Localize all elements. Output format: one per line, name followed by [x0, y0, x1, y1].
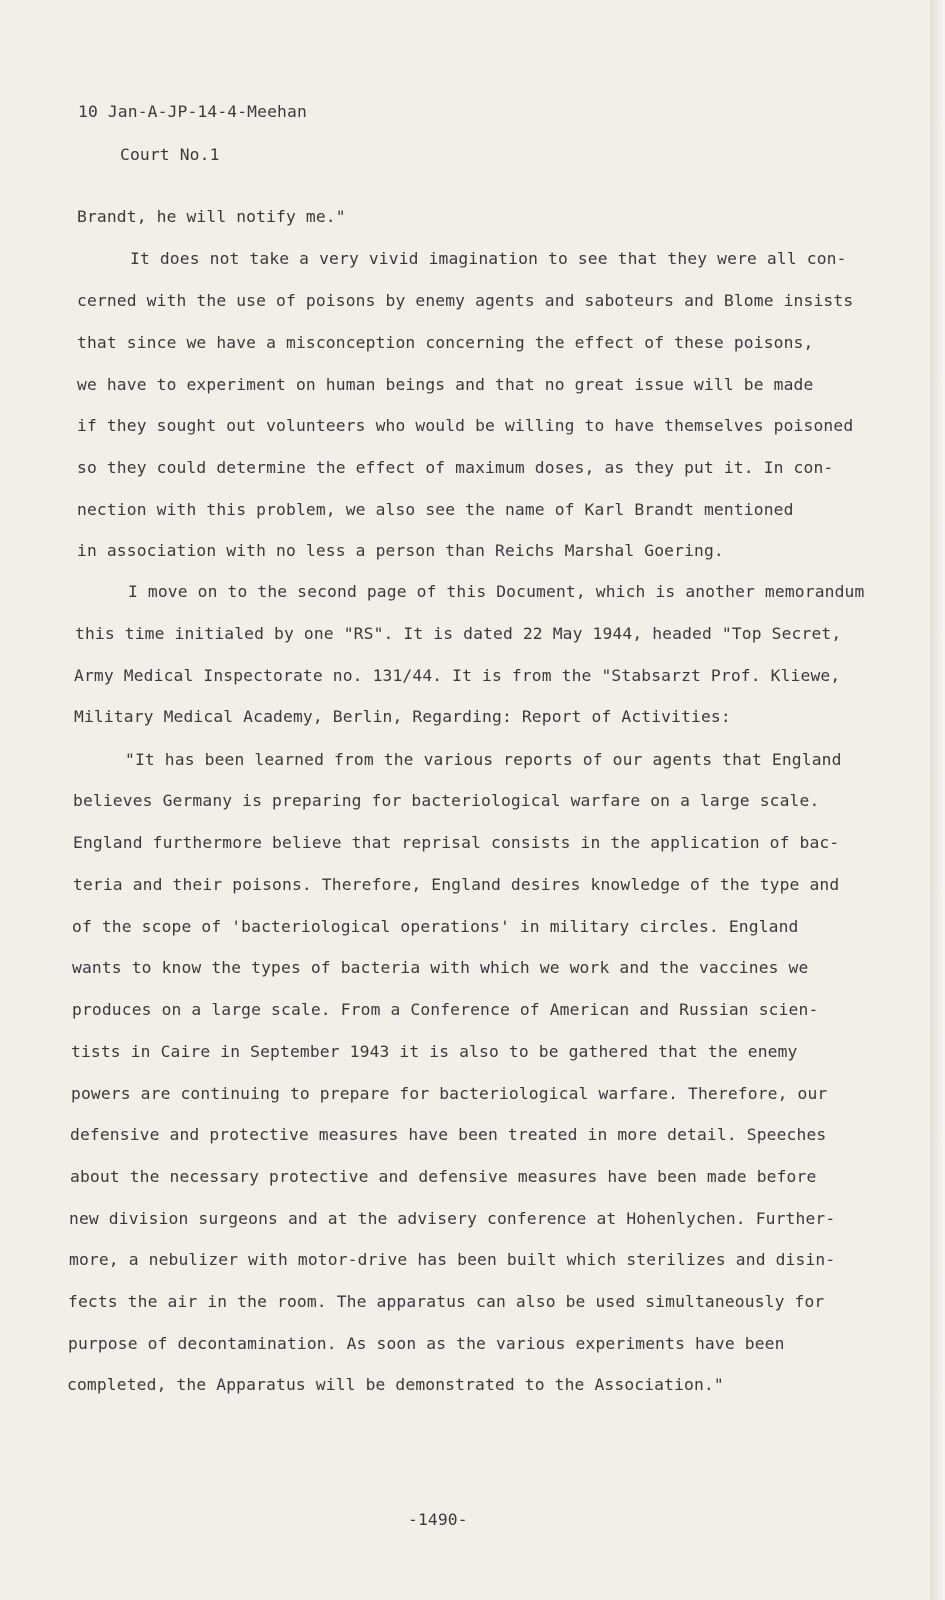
body-line: I move on to the second page of this Document, which is another memorandum	[128, 582, 865, 601]
court-number: Court No.1	[120, 145, 220, 164]
body-line: produces on a large scale. From a Conference of American and Russian scien-	[72, 1000, 819, 1019]
body-line: completed, the Apparatus will be demonstrated to the Association."	[67, 1375, 724, 1394]
body-line: Brandt, he will notify me."	[77, 207, 346, 226]
body-line: so they could determine the effect of maximum doses, as they put it. In con-	[77, 458, 834, 477]
body-line: we have to experiment on human beings and that no great issue will be made	[77, 375, 814, 394]
body-line: of the scope of 'bacteriological operations' in military circles. England	[72, 917, 799, 936]
body-line: this time initialed by one "RS". It is dated 22 May 1944, headed "Top Secret,	[75, 624, 842, 643]
body-line: nection with this problem, we also see the name of Karl Brandt mentioned	[77, 500, 794, 519]
body-line: tists in Caire in September 1943 it is also to be gathered that the enemy	[71, 1042, 798, 1061]
body-line: more, a nebulizer with motor-drive has been built which sterilizes and disin-	[69, 1250, 836, 1269]
body-line: Military Medical Academy, Berlin, Regarding: Report of Activities:	[74, 707, 731, 726]
document-reference: 10 Jan-A-JP-14-4-Meehan	[78, 102, 307, 121]
body-line: powers are continuing to prepare for bacteriological warfare. Therefore, our	[71, 1084, 828, 1103]
body-line: teria and their poisons. Therefore, England desires knowledge of the type and	[73, 875, 840, 894]
body-line: fects the air in the room. The apparatus can also be used simultaneously for	[68, 1292, 825, 1311]
body-line: new division surgeons and at the advisery conference at Hohenlychen. Further-	[69, 1209, 836, 1228]
body-line: Army Medical Inspectorate no. 131/44. It is from the "Stabsarzt Prof. Kliewe,	[74, 666, 841, 685]
page-edge	[930, 0, 945, 1600]
page-number: -1490-	[408, 1510, 468, 1529]
body-line: wants to know the types of bacteria with which we work and the vaccines we	[72, 958, 809, 977]
body-line: if they sought out volunteers who would be willing to have themselves poisoned	[77, 416, 854, 435]
body-line: England furthermore believe that reprisal consists in the application of bac-	[73, 833, 840, 852]
body-line: "It has been learned from the various reports of our agents that England	[125, 750, 842, 769]
body-line: believes Germany is preparing for bacteriological warfare on a large scale.	[73, 791, 820, 810]
body-line: purpose of decontamination. As soon as the various experiments have been	[68, 1334, 785, 1353]
body-line: defensive and protective measures have been treated in more detail. Speeches	[70, 1125, 827, 1144]
body-line: in association with no less a person than Reichs Marshal Goering.	[77, 541, 724, 560]
body-line: that since we have a misconception concerning the effect of these poisons,	[77, 333, 814, 352]
body-line: It does not take a very vivid imagination to see that they were all con-	[130, 249, 847, 268]
body-line: about the necessary protective and defensive measures have been made before	[70, 1167, 817, 1186]
body-line: cerned with the use of poisons by enemy agents and saboteurs and Blome insists	[77, 291, 854, 310]
